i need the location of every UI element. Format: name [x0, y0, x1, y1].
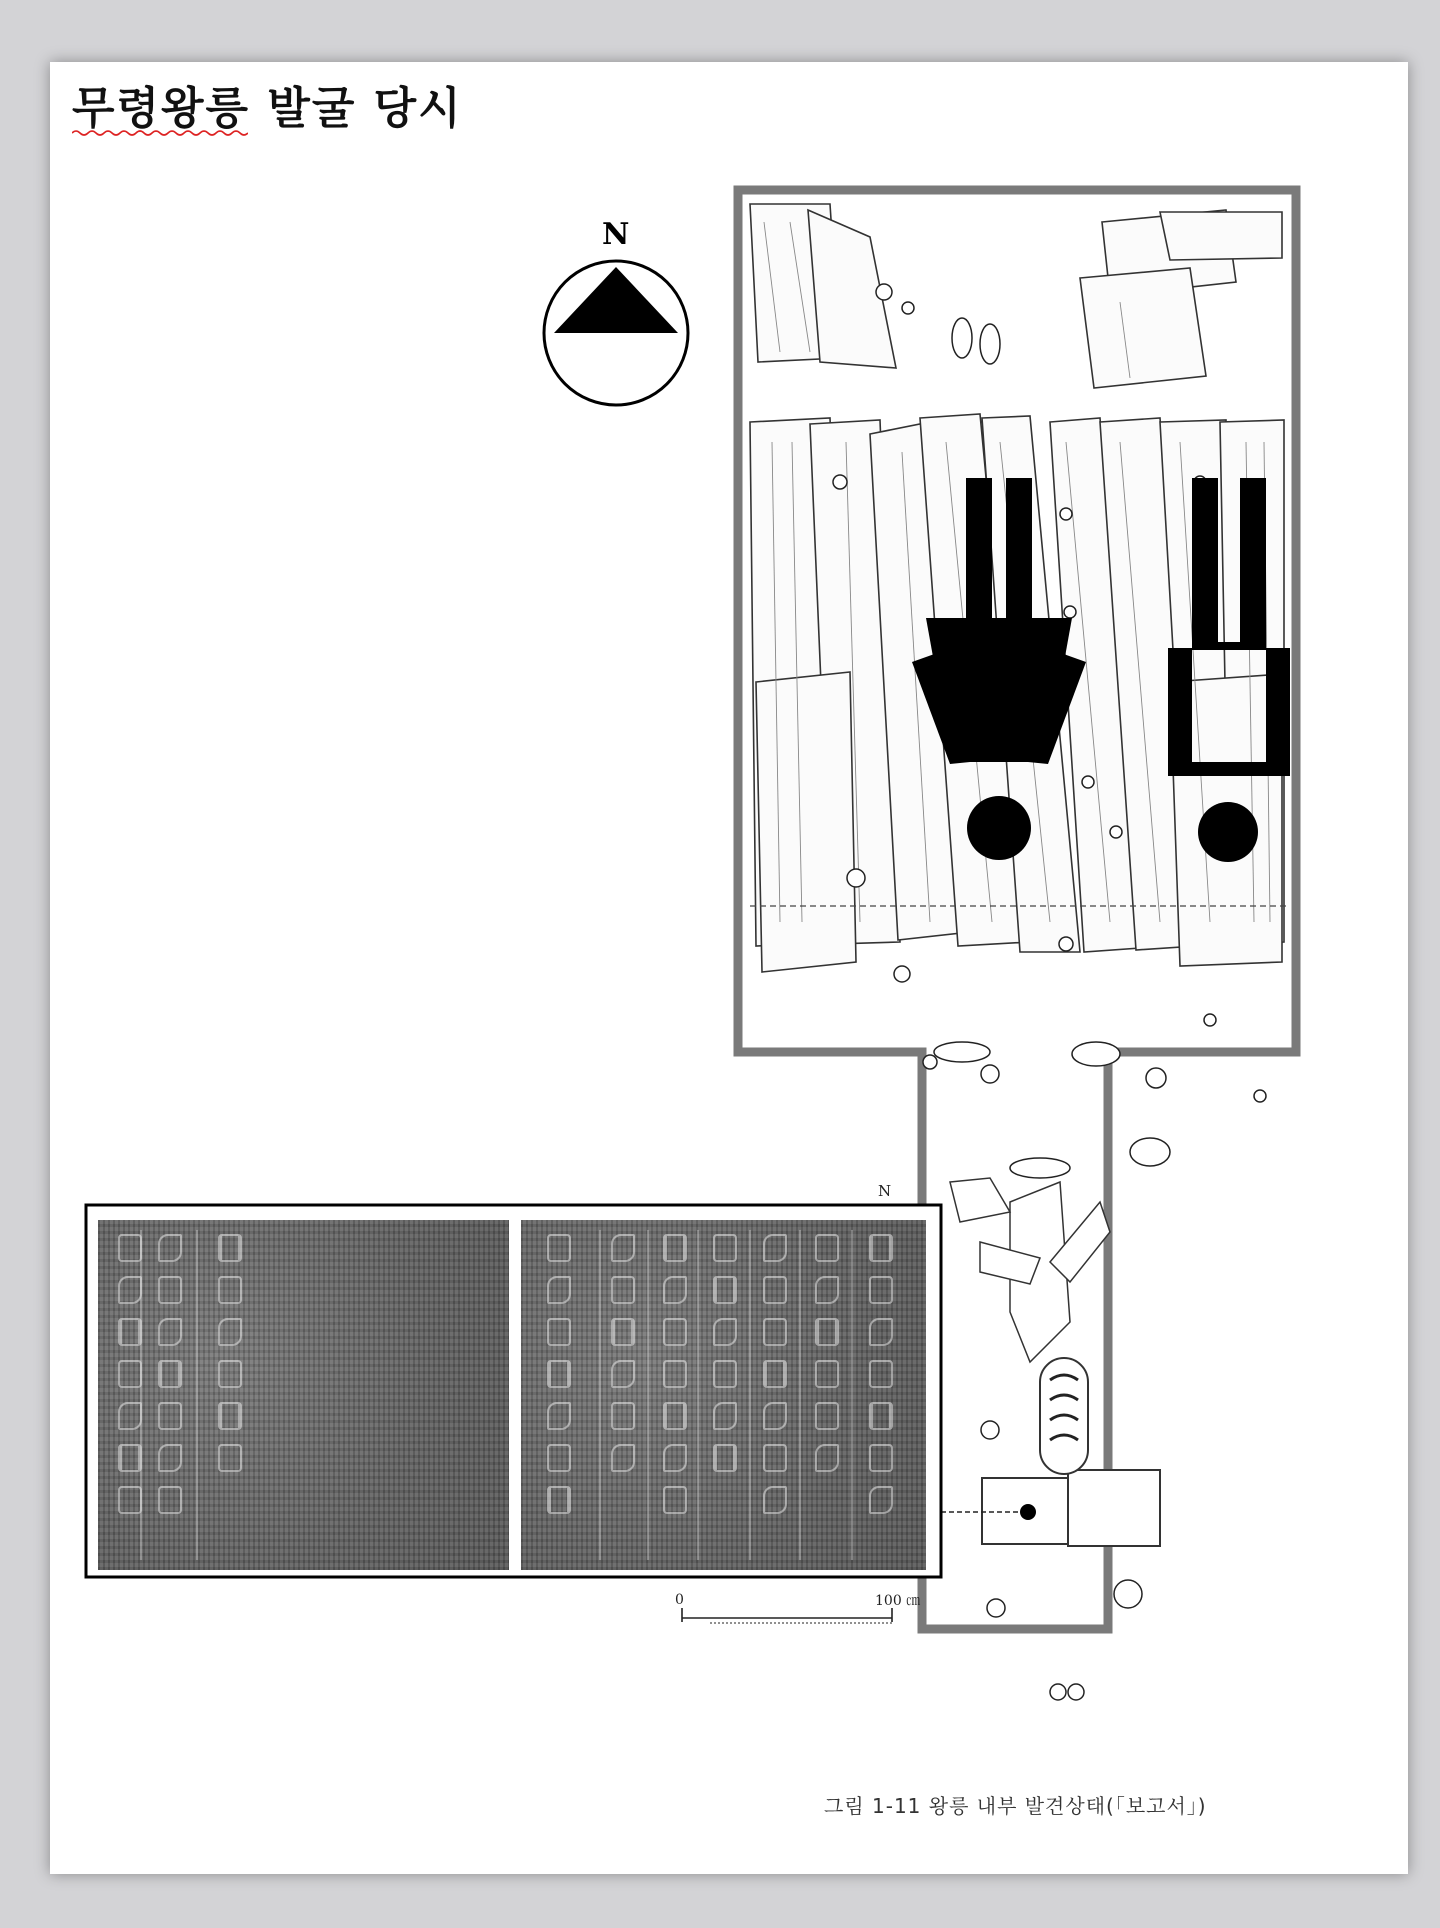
- scale-bar: [682, 1608, 892, 1623]
- compass-north-label: N: [602, 217, 630, 252]
- epitaph-stone-photo-left: [98, 1220, 509, 1570]
- epitaph-stone-photo-right: [521, 1220, 926, 1570]
- figure-caption: 그림 1-11 왕릉 내부 발견상태(「보고서」): [824, 1794, 1207, 1818]
- tomb-plan-drawing: [50, 62, 1408, 1874]
- document-title-text: 무령왕릉 발굴 당시: [72, 83, 463, 134]
- inset-north-label: N: [878, 1182, 892, 1200]
- scale-min-label: 0: [675, 1592, 684, 1608]
- compass-icon: [544, 261, 688, 405]
- scale-max-label: 100 ㎝: [875, 1593, 921, 1609]
- document-page: [50, 62, 1408, 1874]
